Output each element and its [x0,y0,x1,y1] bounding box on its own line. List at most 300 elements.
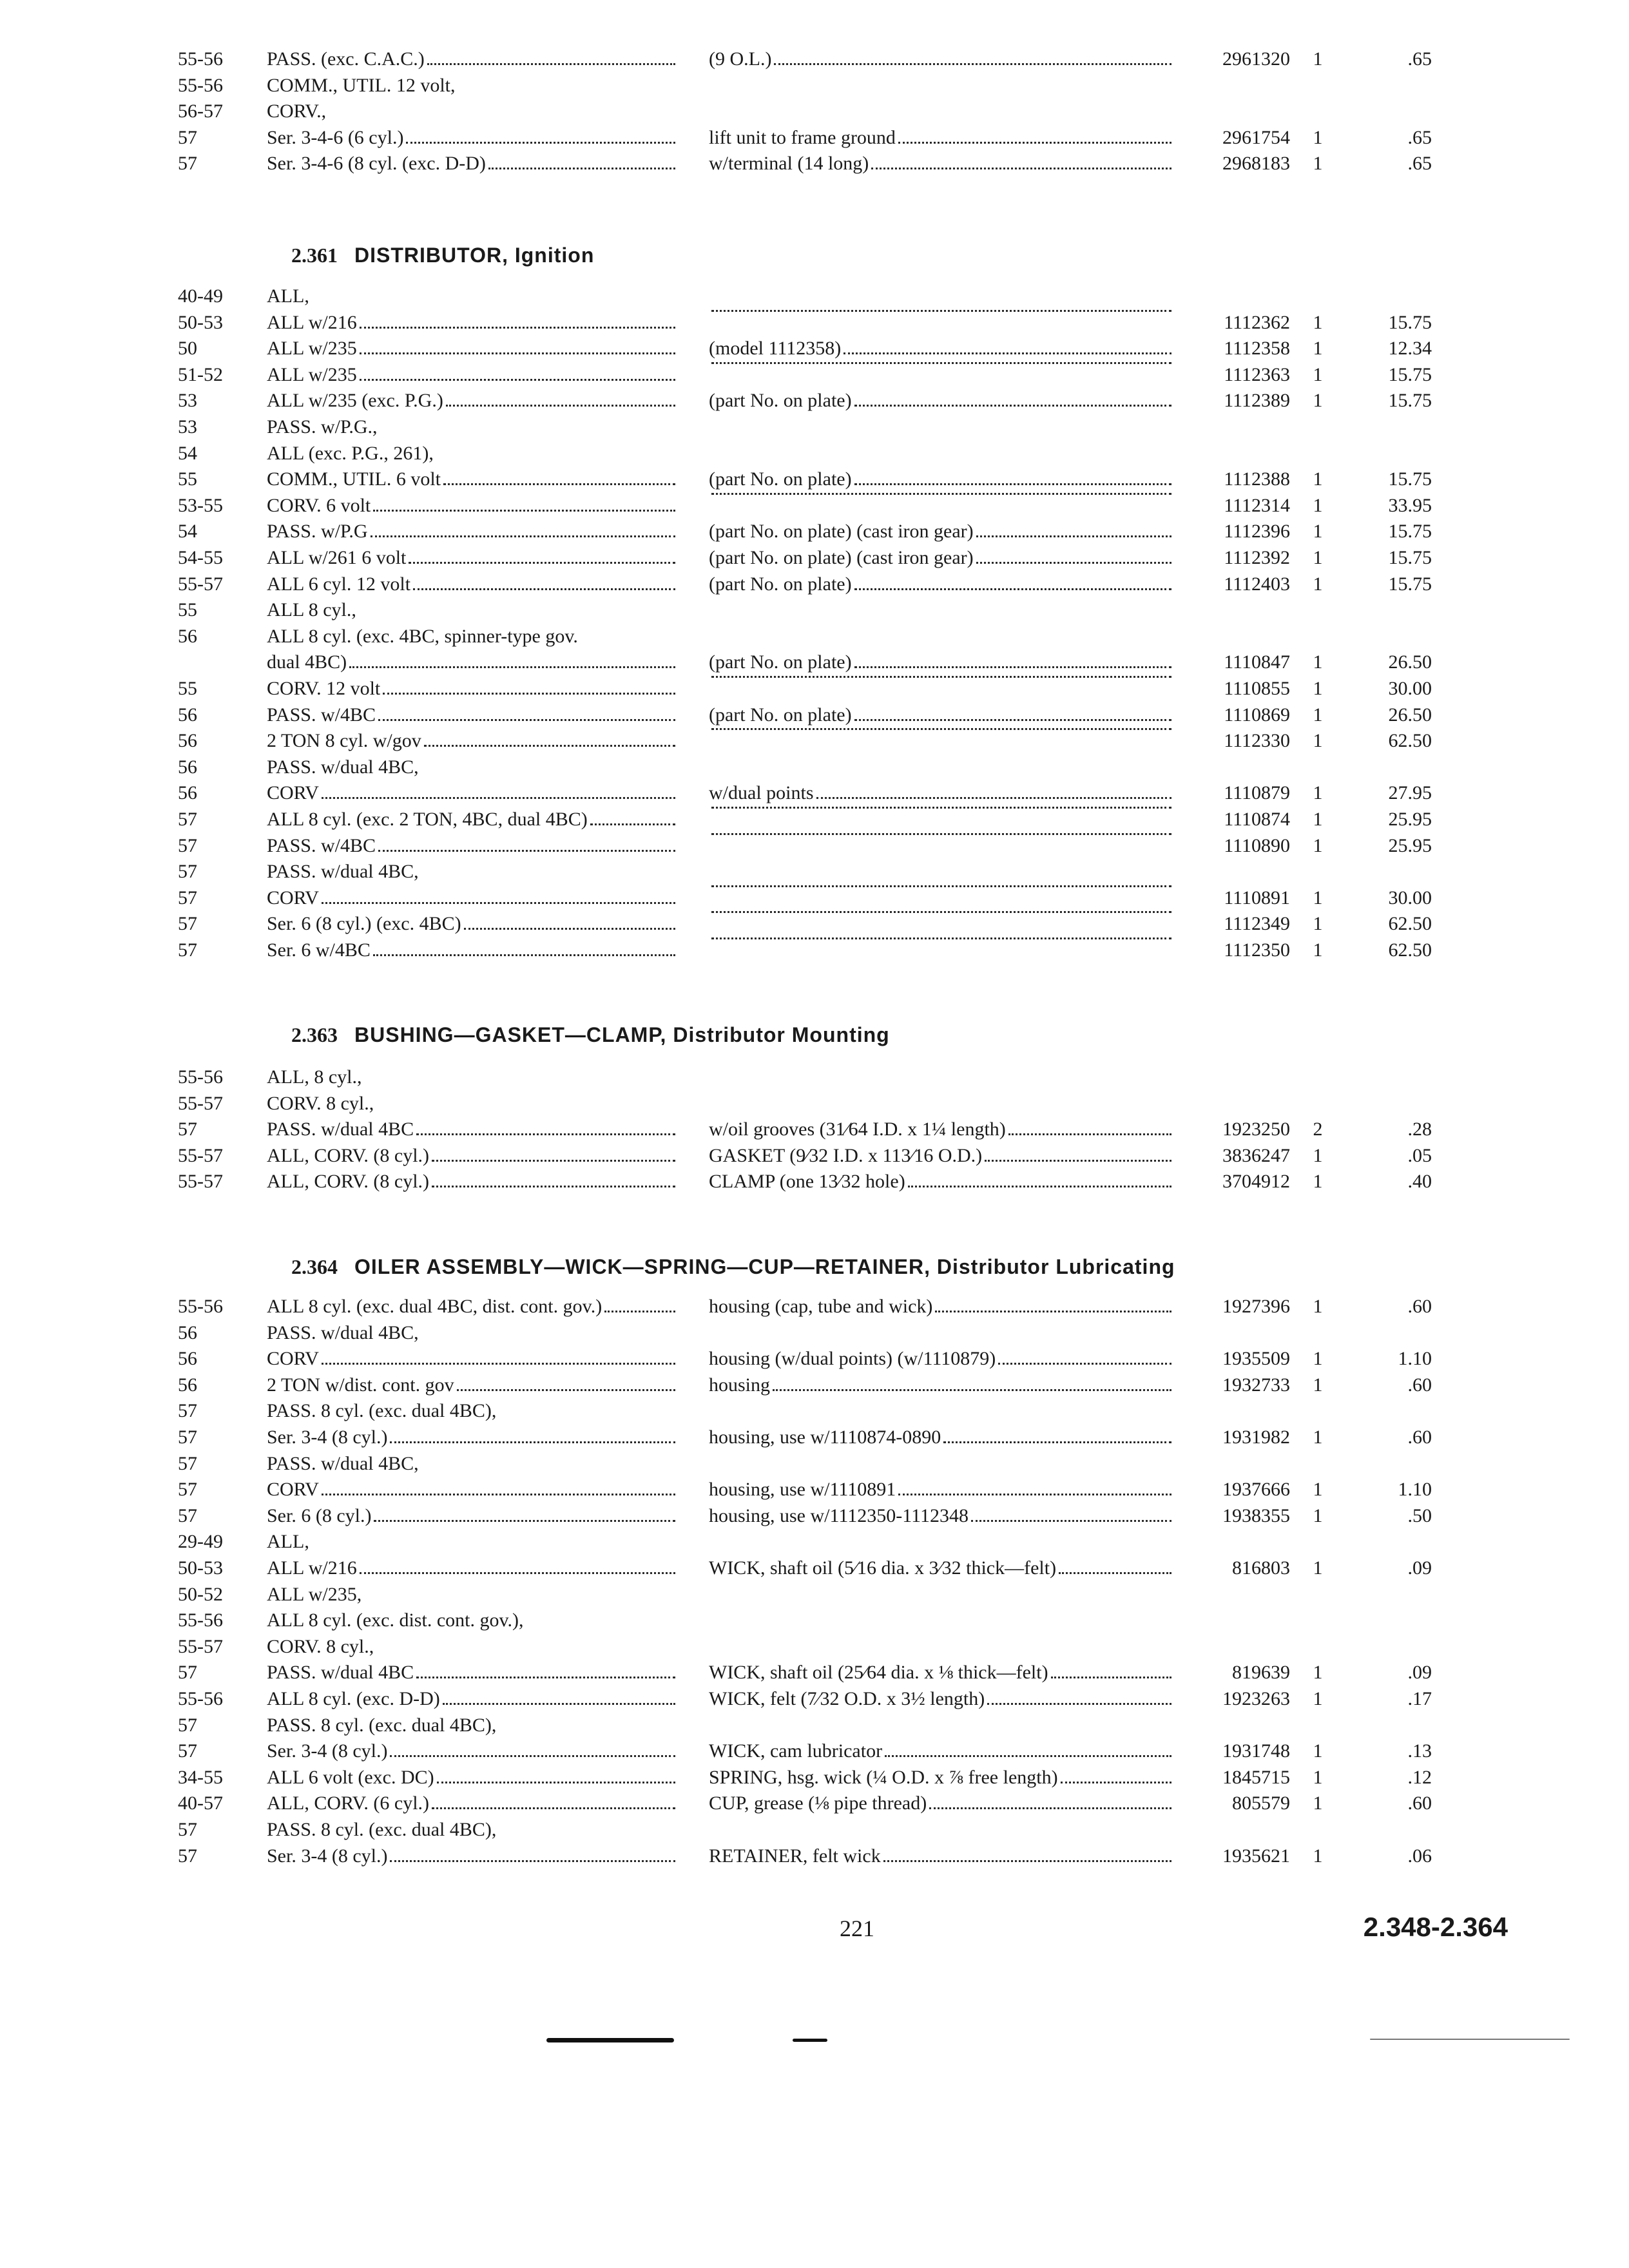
part-number: 1112396 [1224,521,1290,542]
parts-row [0,702,1629,728]
model-year: 53 [178,416,197,437]
application-text: 2 TON w/dist. cont. gov [267,1374,454,1396]
dot-leader [711,310,1171,312]
application-text: PASS. w/dual 4BC [267,1119,414,1140]
part-number: 1935509 [1222,1348,1290,1369]
section-heading [291,1019,890,1050]
description [709,1765,1173,1791]
parts-row [0,1843,1629,1869]
parts-row [0,73,1629,99]
description-text: CUP, grease (⅛ pipe thread) [709,1792,927,1814]
application [267,1765,677,1791]
quantity [1295,1582,1340,1608]
price [1347,1398,1432,1424]
dot-leader [349,666,675,668]
quantity: 1 [1313,1792,1323,1814]
dot-leader [711,937,1171,939]
model-year: 50-53 [178,312,223,333]
quantity [1295,1713,1340,1738]
parts-row [0,1817,1629,1843]
quantity: 1 [1313,390,1323,411]
application-text: Ser. 3-4-6 (6 cyl.) [267,127,404,148]
parts-row [0,807,1629,832]
quantity: 1 [1313,364,1323,385]
price [1347,597,1432,623]
model-year: 50-52 [178,1584,223,1605]
description-text: housing, use w/1110891 [709,1479,896,1500]
section-title: DISTRIBUTOR, Ignition [354,244,595,267]
part-number: 1110874 [1224,809,1290,830]
price: 62.50 [1388,939,1432,961]
part-number: 2961754 [1222,127,1290,148]
application [267,362,677,388]
dot-leader [1059,1572,1171,1574]
part-number: 1112330 [1224,730,1290,751]
quantity: 1 [1313,547,1323,568]
dot-leader [432,1807,675,1809]
application-text: ALL, CORV. (8 cyl.) [267,1171,430,1192]
dot-leader [711,362,1171,364]
part-number [1179,624,1290,649]
part-number: 1937666 [1222,1479,1290,1500]
quantity: 1 [1313,730,1323,751]
description-text: WICK, felt (7⁄32 O.D. x 3½ length) [709,1688,985,1709]
dot-leader [604,1311,675,1312]
application [267,1346,677,1372]
dot-leader [935,1311,1171,1312]
dot-leader [971,1520,1171,1522]
dot-leader [1061,1782,1171,1783]
price: .65 [1407,127,1432,148]
model-year: 57 [178,1427,197,1448]
dot-leader [976,562,1171,564]
dot-leader [373,954,675,956]
part-number [1179,1529,1290,1555]
quantity: 1 [1313,521,1323,542]
application [267,1117,677,1142]
dot-leader [383,693,675,695]
dot-leader [464,928,675,930]
model-year: 55-56 [178,1688,223,1709]
application [267,780,677,806]
part-number [1179,414,1290,440]
quantity: 1 [1313,1171,1323,1192]
dot-leader [443,483,675,485]
dot-leader [416,1133,675,1135]
model-year: 54 [178,443,197,464]
dot-leader [871,168,1171,169]
quantity: 1 [1313,939,1323,961]
dot-leader [373,510,675,512]
dot-leader [457,1389,675,1391]
application [267,125,677,151]
parts-row [0,1398,1629,1424]
model-year: 57 [178,1845,197,1867]
price: .65 [1407,48,1432,70]
application-text: dual 4BC) [267,651,347,673]
dot-leader [590,823,675,825]
parts-row [0,414,1629,440]
price: .60 [1407,1427,1432,1448]
parts-row [0,624,1629,649]
quantity: 1 [1313,1505,1323,1526]
description [709,911,1173,937]
application-text: ALL 8 cyl. (exc. 2 TON, 4BC, dual 4BC) [267,809,588,830]
part-number: 2961320 [1222,48,1290,70]
application-text: COMM., UTIL. 6 volt [267,468,441,490]
model-year: 57 [178,1740,197,1762]
part-number: 1935621 [1222,1845,1290,1867]
part-number: 1112388 [1224,468,1290,490]
dot-leader [374,1520,675,1522]
application: PASS. w/P.G., [267,416,378,437]
dot-leader [390,1441,675,1443]
dot-leader [446,405,675,407]
application: ALL, [267,1531,309,1552]
application: PASS. w/dual 4BC, [267,1453,419,1474]
quantity: 1 [1313,573,1323,595]
quantity [1295,414,1340,440]
description-text: (part No. on plate) [709,651,852,673]
dot-leader [427,63,675,65]
scan-artifact [546,2038,674,2042]
part-number [1179,1320,1290,1346]
application [267,728,677,754]
parts-row [0,597,1629,623]
application [267,1555,677,1581]
description-text: w/oil grooves (31⁄64 I.D. x 1¼ length) [709,1119,1006,1140]
parts-row [0,1346,1629,1372]
application [267,151,677,177]
price: 26.50 [1388,651,1432,673]
description [709,493,1173,519]
description-text: WICK, shaft oil (5⁄16 dia. x 3⁄32 thick—felt) [709,1557,1057,1579]
dot-leader [711,493,1171,495]
model-year: 57 [178,1505,197,1526]
application-text: Ser. 3-4 (8 cyl.) [267,1427,388,1448]
description [709,362,1173,388]
description-text: GASKET (9⁄32 I.D. x 113⁄16 O.D.) [709,1145,983,1166]
description-text: (model 1112358) [709,338,842,359]
model-year: 57 [178,835,197,856]
application [267,519,677,544]
description [709,1843,1173,1869]
model-year: 55-56 [178,1066,223,1088]
application: PASS. w/dual 4BC, [267,861,419,882]
model-year: 54 [178,521,197,542]
quantity: 1 [1313,1688,1323,1709]
description [709,46,1173,72]
quantity: 1 [1313,312,1323,333]
price: 30.00 [1388,887,1432,908]
parts-row [0,1529,1629,1555]
dot-leader [898,1494,1171,1495]
part-number: 1112350 [1224,939,1290,961]
part-number: 1112358 [1224,338,1290,359]
price: 15.75 [1388,468,1432,490]
quantity [1295,1320,1340,1346]
quantity: 1 [1313,468,1323,490]
parts-row [0,1169,1629,1195]
model-year: 57 [178,1819,197,1840]
parts-row [0,572,1629,597]
quantity: 1 [1313,1145,1323,1166]
model-year [178,649,262,675]
part-number [1179,1451,1290,1477]
quantity: 1 [1313,48,1323,70]
parts-row [0,362,1629,388]
description [709,1477,1173,1503]
application: PASS. 8 cyl. (exc. dual 4BC), [267,1819,497,1840]
description [709,1791,1173,1816]
parts-row [0,1425,1629,1450]
part-number: 816803 [1232,1557,1290,1579]
parts-row [0,1117,1629,1142]
dot-leader [322,797,675,799]
model-year: 55-57 [178,1145,223,1166]
application: ALL (exc. P.G., 261), [267,443,434,464]
quantity: 1 [1313,1479,1323,1500]
model-year: 55 [178,599,197,620]
description-text: (part No. on plate) [709,390,852,411]
part-number [1179,859,1290,885]
parts-row [0,833,1629,859]
application [267,1477,677,1503]
application [267,807,677,832]
model-year: 57 [178,809,197,830]
model-year: 50 [178,338,197,359]
application [267,676,677,702]
dot-leader [488,168,675,169]
description [709,885,1173,911]
description-text: housing (cap, tube and wick) [709,1296,933,1317]
parts-row [0,310,1629,336]
parts-row [0,1660,1629,1686]
model-year: 57 [178,127,197,148]
quantity [1295,1091,1340,1117]
description-text: SPRING, hsg. wick (¼ O.D. x ⅞ free length) [709,1767,1058,1788]
dot-leader [322,902,675,904]
dot-leader [406,142,675,144]
section-range: 2.348-2.364 [1363,1912,1508,1942]
model-year: 55-56 [178,1610,223,1631]
application: ALL w/235, [267,1584,362,1605]
quantity [1295,597,1340,623]
dot-leader [843,352,1171,354]
parts-row [0,99,1629,124]
application-text: CORV. 6 volt [267,495,371,516]
dot-leader [416,1677,675,1678]
part-number [1179,754,1290,780]
quantity: 1 [1313,651,1323,673]
dot-leader [883,1860,1171,1862]
quantity: 1 [1313,1374,1323,1396]
page-number: 221 [840,1916,874,1941]
section-number: 2.364 [291,1255,338,1278]
quantity: 1 [1313,338,1323,359]
description [709,336,1173,361]
model-year: 55-57 [178,1171,223,1192]
part-number [1179,99,1290,124]
price: 25.95 [1388,809,1432,830]
parts-row [0,1503,1629,1529]
dot-leader [711,728,1171,730]
application: CORV. 8 cyl., [267,1636,374,1657]
dot-leader [854,483,1171,485]
section-title: OILER ASSEMBLY—WICK—SPRING—CUP—RETAINER, Distributor Lubricating [354,1255,1175,1278]
application-text: ALL w/261 6 volt [267,547,407,568]
application-text: 2 TON 8 cyl. w/gov [267,730,421,751]
dot-leader [443,1703,675,1705]
price [1347,1713,1432,1738]
parts-row [0,1294,1629,1320]
model-year: 57 [178,1479,197,1500]
part-number: 3704912 [1222,1171,1290,1192]
part-number: 1112314 [1224,495,1290,516]
section-number: 2.361 [291,244,338,267]
model-year: 53-55 [178,495,223,516]
dot-leader [711,807,1171,809]
application: COMM., UTIL. 12 volt, [267,75,456,96]
parts-row [0,493,1629,519]
application-text: Ser. 3-4-6 (8 cyl. (exc. D-D) [267,153,486,174]
dot-leader [854,405,1171,407]
model-year: 40-49 [178,285,223,307]
parts-row [0,388,1629,414]
application-text: ALL 8 cyl. (exc. dual 4BC, dist. cont. gov.) [267,1296,602,1317]
description [709,1425,1173,1450]
description [709,780,1173,806]
application [267,1686,677,1712]
quantity [1295,1451,1340,1477]
scan-artifact [1370,2039,1570,2040]
price: .65 [1407,153,1432,174]
quantity: 1 [1313,1740,1323,1762]
quantity [1295,1529,1340,1555]
model-year: 55-57 [178,573,223,595]
description [709,545,1173,571]
part-number: 1110869 [1224,704,1290,726]
model-year: 57 [178,153,197,174]
price: 15.75 [1388,312,1432,333]
quantity: 1 [1313,704,1323,726]
dot-leader [322,1494,675,1495]
parts-row [0,1372,1629,1398]
application-text: CORV. 12 volt [267,678,381,699]
dot-leader [987,1703,1171,1705]
application-text: CORV [267,1479,319,1500]
parts-row [0,780,1629,806]
application-text: Ser. 3-4 (8 cyl.) [267,1845,388,1867]
model-year: 55 [178,468,197,490]
application-text: CORV [267,1348,319,1369]
application: CORV. 8 cyl., [267,1093,374,1114]
application-text: ALL w/235 (exc. P.G.) [267,390,443,411]
price: 15.75 [1388,547,1432,568]
parts-row [0,1713,1629,1738]
description-text: housing (w/dual points) (w/1110879) [709,1348,996,1369]
parts-row [0,1686,1629,1712]
description-text: (9 O.L.) [709,48,772,70]
price [1347,1451,1432,1477]
application [267,1660,677,1686]
dot-leader [816,797,1172,799]
part-number [1179,1713,1290,1738]
application-text: ALL 8 cyl. (exc. D-D) [267,1688,440,1709]
part-number: 1110855 [1224,678,1290,699]
quantity [1295,754,1340,780]
parts-row [0,284,1629,309]
price: 30.00 [1388,678,1432,699]
model-year: 55-57 [178,1636,223,1657]
model-year: 56 [178,756,197,778]
dot-leader [432,1160,675,1162]
application [267,388,677,414]
parts-row [0,649,1629,675]
dot-leader [711,911,1171,913]
application [267,493,677,519]
model-year: 57 [178,913,197,934]
model-year: 55-56 [178,48,223,70]
application [267,310,677,336]
description [709,1169,1173,1195]
application [267,1791,677,1816]
application [267,911,677,937]
model-year: 56 [178,730,197,751]
description [709,702,1173,728]
price: 15.75 [1388,364,1432,385]
quantity: 1 [1313,809,1323,830]
description-text: w/terminal (14 long) [709,153,869,174]
part-number: 1923263 [1222,1688,1290,1709]
description [709,310,1173,336]
dot-leader [360,1572,675,1574]
application-text: ALL w/235 [267,364,357,385]
description [709,1143,1173,1169]
quantity [1295,859,1340,885]
model-year: 53 [178,390,197,411]
description [709,1503,1173,1529]
description-text: housing, use w/1112350-1112348 [709,1505,969,1526]
part-number: 2968183 [1222,153,1290,174]
description [709,519,1173,544]
application [267,1169,677,1195]
parts-row [0,859,1629,885]
price [1347,1320,1432,1346]
dot-leader [898,142,1171,144]
price: .09 [1407,1662,1432,1683]
part-number: 1112403 [1224,573,1290,595]
description [709,833,1173,859]
part-number [1179,1608,1290,1633]
part-number [1179,597,1290,623]
quantity [1295,441,1340,466]
application [267,885,677,911]
description [709,1660,1173,1686]
application-text: ALL w/216 [267,1557,357,1579]
application: ALL, 8 cyl., [267,1066,362,1088]
price: 26.50 [1388,704,1432,726]
application-text: ALL w/216 [267,312,357,333]
model-year: 56 [178,1348,197,1369]
dot-leader [943,1441,1171,1443]
dot-leader [432,1186,675,1187]
part-number [1179,1398,1290,1424]
model-year: 57 [178,1662,197,1683]
price: 62.50 [1388,730,1432,751]
quantity: 1 [1313,782,1323,803]
quantity [1295,99,1340,124]
